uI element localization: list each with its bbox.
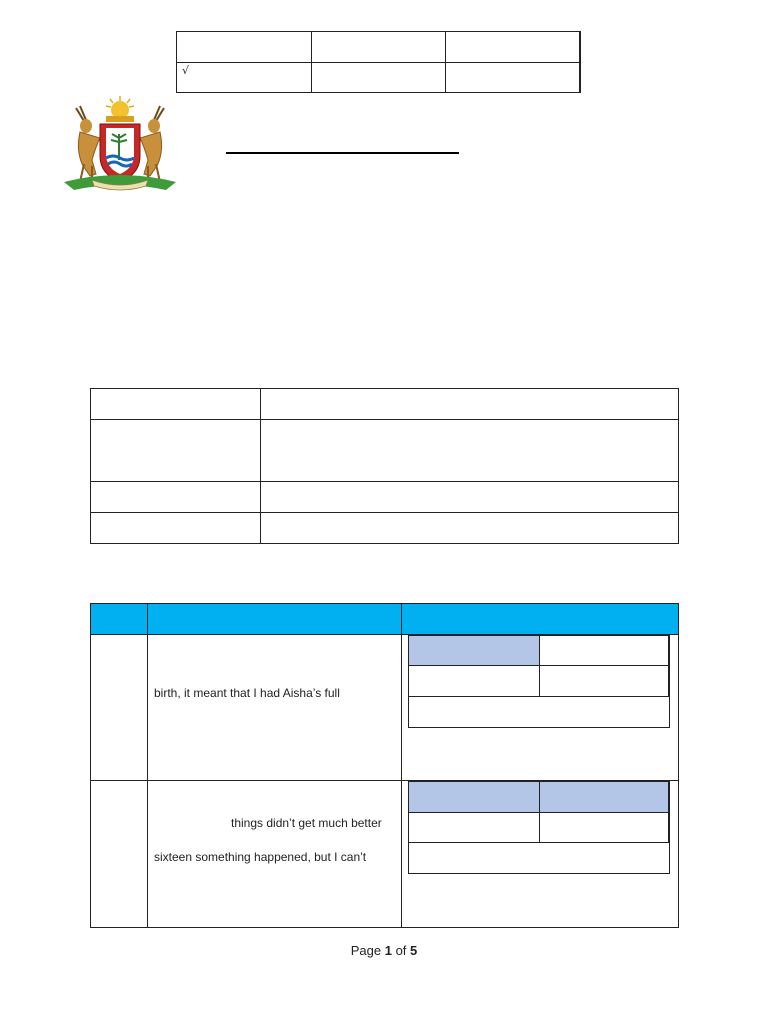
- grid-cell: [446, 63, 580, 93]
- tick-mark: √: [182, 64, 190, 77]
- title-underline: [226, 152, 459, 154]
- inner-grid-right-edge: [579, 31, 580, 93]
- mini-table-cell: [540, 813, 669, 843]
- row-2-text-line-2: sixteen something happened, but I can’t: [154, 850, 367, 864]
- info-table-column-divider: [260, 389, 261, 543]
- page-total: 5: [410, 943, 418, 958]
- info-table: [90, 388, 679, 544]
- grid-cell: [177, 32, 312, 63]
- mini-table-cell: [540, 636, 669, 666]
- info-table-row-divider: [91, 512, 678, 513]
- grid-cell: [446, 32, 580, 63]
- mini-table-header-cell: [409, 782, 540, 813]
- row-2-mini-table: [408, 781, 670, 874]
- row-2-text-line-1: things didn’t get much better: [231, 816, 382, 830]
- row-1-mini-table: [408, 635, 670, 728]
- mini-table-cell: [409, 813, 540, 843]
- mini-table-header-cell: [540, 782, 669, 813]
- coat-of-arms-logo: [62, 94, 178, 194]
- mini-table-header-cell: [409, 636, 540, 666]
- grid-cell: [177, 63, 312, 93]
- info-table-row-divider: [91, 419, 678, 420]
- mini-table-cell: [540, 666, 669, 697]
- main-table-column-divider: [147, 604, 148, 927]
- of-label: of: [395, 943, 407, 958]
- right-antelope-icon: [140, 106, 164, 182]
- left-antelope-icon: [76, 106, 100, 182]
- grid-cell: [312, 32, 446, 63]
- shield-icon: [100, 124, 140, 182]
- info-inner-grid: [176, 31, 581, 93]
- page-current: 1: [384, 943, 392, 958]
- page-number: [0, 943, 768, 958]
- info-table-row-divider: [91, 481, 678, 482]
- grid-cell: [312, 63, 446, 93]
- row-1-text: birth, it meant that I had Aisha’s full: [154, 686, 340, 700]
- sun-icon: [106, 96, 134, 119]
- mini-table-cell: [409, 697, 669, 727]
- main-table-header-row: [91, 604, 678, 635]
- page-label: Page: [350, 943, 382, 958]
- main-table-column-divider: [401, 604, 402, 927]
- mini-table-cell: [409, 666, 540, 697]
- mini-table-cell: [409, 843, 669, 873]
